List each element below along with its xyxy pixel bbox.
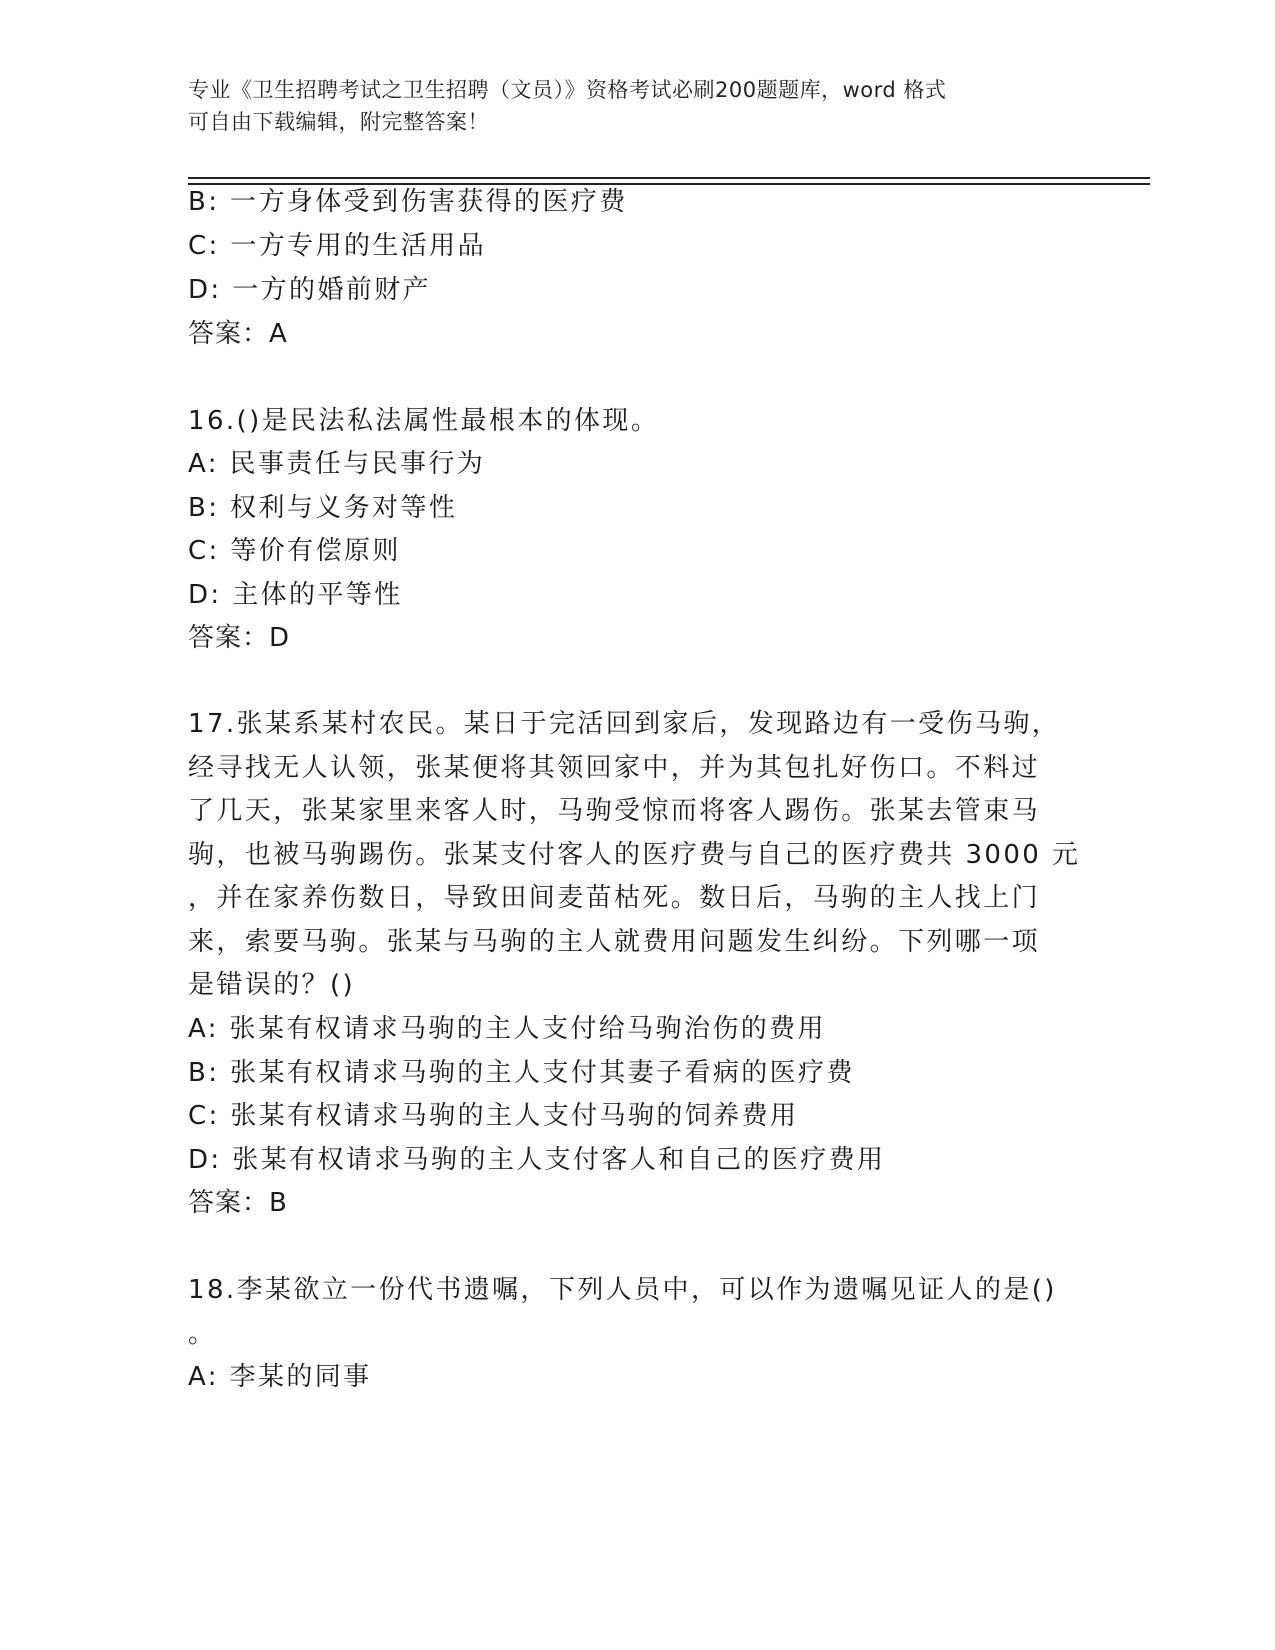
q17-stem-line-1: 17.张某系某村农民。某日于完活回到家后，发现路边有一受伤马驹， <box>188 709 1061 739</box>
header-title-line-1: 专业《卫生招聘考试之卫生招聘（文员）》资格考试必刷200题题库，word 格式 <box>188 78 947 102</box>
q17-option-b: B: 张某有权请求马驹的主人支付其妻子看病的医疗费 <box>188 1058 855 1088</box>
q17-stem-line-5: ，并在家养伤数日，导致田间麦苗枯死。数日后，马驹的主人找上门 <box>188 883 1041 913</box>
q16-option-c: C: 等价有偿原则 <box>188 536 401 566</box>
q17-option-c: C: 张某有权请求马驹的主人支付马驹的饲养费用 <box>188 1101 799 1131</box>
header-title-line-2: 可自由下载编辑，附完整答案！ <box>188 110 489 134</box>
q17-stem-line-6: 来，索要马驹。张某与马驹的主人就费用问题发生纠纷。下列哪一项 <box>188 927 1041 957</box>
q17-stem-line-7: 是错误的？() <box>188 970 356 1000</box>
q15-option-c: C: 一方专用的生活用品 <box>188 231 486 261</box>
q15-answer: 答案：A <box>188 319 288 349</box>
q16-stem: 16.()是民法私法属性最根本的体现。 <box>188 406 660 436</box>
q16-option-b: B: 权利与义务对等性 <box>188 493 458 523</box>
q18-stem-line-1: 18.李某欲立一份代书遗嘱，下列人员中，可以作为遗嘱见证人的是() <box>188 1275 1057 1305</box>
q16-answer: 答案：D <box>188 623 291 653</box>
document-header <box>188 74 1068 138</box>
q15-option-d: D: 一方的婚前财产 <box>188 275 432 305</box>
q16-option-a: A: 民事责任与民事行为 <box>188 449 486 479</box>
q15-option-b: B: 一方身体受到伤害获得的医疗费 <box>188 187 628 217</box>
q16-option-d: D: 主体的平等性 <box>188 580 403 610</box>
header-divider-top <box>188 177 1150 179</box>
q17-option-a: A: 张某有权请求马驹的主人支付给马驹治伤的费用 <box>188 1014 826 1044</box>
q17-stem-line-2: 经寻找无人认领，张某便将其领回家中，并为其包扎好伤口。不料过 <box>188 753 1041 783</box>
q17-option-d: D: 张某有权请求马驹的主人支付客人和自己的医疗费用 <box>188 1145 886 1175</box>
q17-stem-line-3: 了几天，张某家里来客人时，马驹受惊而将客人踢伤。张某去管束马 <box>188 796 1041 826</box>
q17-answer: 答案：B <box>188 1188 288 1218</box>
q18-option-a: A: 李某的同事 <box>188 1362 372 1392</box>
q18-stem-line-2: 。 <box>188 1319 217 1349</box>
q17-stem-line-4: 驹，也被马驹踢伤。张某支付客人的医疗费与自己的医疗费共 3000 元 <box>188 840 1081 870</box>
